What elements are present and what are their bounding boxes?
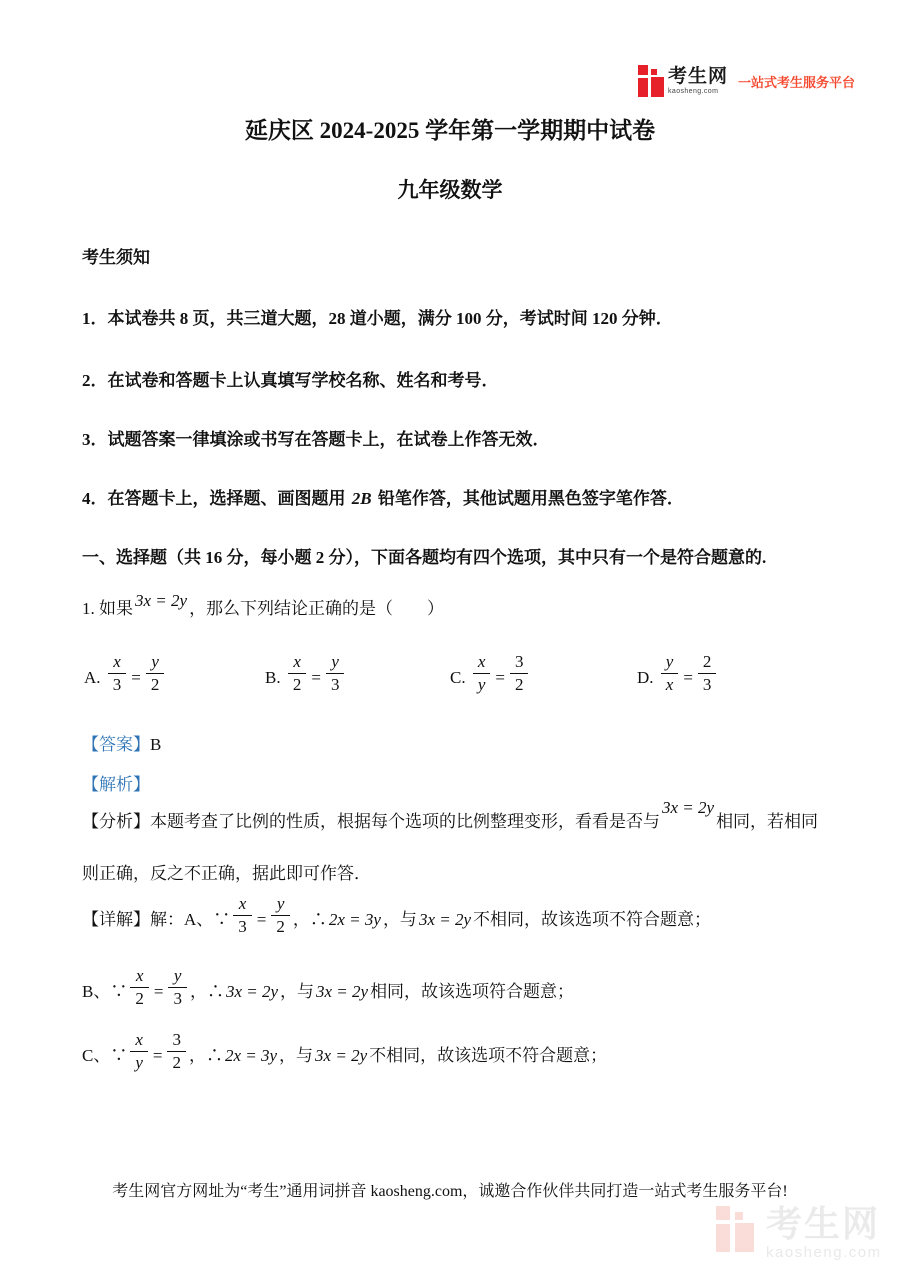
detail-c-math-1: 2x = 3y: [224, 1045, 278, 1065]
notice-item-4-post: 铅笔作答，其他试题用黑色签字笔作答．: [373, 489, 684, 508]
question-1-number: 1.: [82, 599, 95, 618]
watermark-name: 考生网: [766, 1203, 881, 1244]
question-1-math: 3x = 2y: [135, 591, 188, 610]
therefore-symbol: ∴: [205, 1045, 223, 1065]
because-symbol: ∵: [213, 909, 231, 929]
option-b-fraction-2: $\frac{y}{3}$: [326, 652, 345, 694]
detail-c-math-2: 3x = 2y: [315, 1045, 368, 1065]
exam-subtitle: 九年级数学: [397, 178, 503, 202]
option-c-fraction-2: $\frac{3}{2}$: [510, 652, 529, 694]
option-c-label: C.: [450, 668, 466, 687]
therefore-symbol: ∴: [309, 909, 327, 929]
notice-item-3: 3．试题答案一律填涂或书写在答题卡上，在试卷上作答无效．: [82, 430, 550, 449]
section-heading: 一、选择题（共 16 分，每小题 2 分），下面各题均有四个选项，其中只有一个是符合题意的.: [82, 548, 767, 567]
question-1-options: [82, 646, 840, 710]
watermark-text: [766, 1203, 882, 1261]
option-a-fraction-1: $\frac{x}{3}$: [108, 652, 127, 694]
question-1-post: ，那么下列结论正确的是（ ）: [189, 599, 445, 618]
notice-item-4-math: 2B: [351, 489, 372, 508]
analysis-tag: 【分析】: [82, 812, 150, 831]
notice-item-4-pre: 4．在答题卡上，选择题、画图题用: [82, 489, 350, 508]
explanation-line: [82, 770, 824, 795]
explanation-tag: 【解析】: [82, 775, 150, 794]
detail-b-fraction-2: $\frac{y}{3}$: [168, 966, 187, 1008]
option-d-label: D.: [637, 668, 654, 687]
detail-a-math-1: 2x = 3y: [328, 909, 381, 929]
therefore-symbol: ∴: [206, 981, 224, 1001]
option-a-label: A.: [84, 668, 101, 687]
option-a-fraction-2: $\frac{y}{2}$: [146, 652, 165, 694]
answer-tag: 【答案】: [82, 735, 150, 754]
detail-tag: 【详解】: [82, 909, 150, 929]
notice-item-1: 1．本试卷共 8 页，共三道大题，28 道小题，满分 100 分，考试时间 120 分钟．: [82, 309, 673, 328]
option-d-fraction-2: $\frac{2}{3}$: [698, 652, 717, 694]
logo-text: [668, 67, 728, 95]
detail-line-a: 【详解】解：A、∵ $\frac{x}{3}$ = $\frac{y}{2}$ ，∴ 2x = 3y ，与 3x = 2y 不相同，故该选项不符合题意；: [82, 894, 711, 936]
analysis-math: 3x = 2y: [662, 798, 715, 817]
watermark-domain: kaosheng.com: [766, 1244, 882, 1261]
kaosheng-watermark-icon: [716, 1206, 754, 1252]
option-c: C. $\frac{x}{y}$ = $\frac{3}{2}$: [450, 646, 531, 710]
option-b-label: B.: [265, 668, 281, 687]
notice-item-2: 2．在试卷和答题卡上认真填写学校名称、姓名和考号．: [82, 371, 499, 390]
option-a: A. $\frac{x}{3}$ = $\frac{y}{2}$: [84, 646, 167, 710]
detail-b-math-2: 3x = 2y: [316, 981, 369, 1001]
footer-text: 考生网官方网址为“考生”通用词拼音 kaosheng.com，诚邀合作伙伴共同打造一站式考生服务平台!: [112, 1183, 788, 1200]
kaosheng-logo: [638, 62, 855, 100]
detail-a-math-2: 3x = 2y: [418, 909, 471, 929]
detail-b-math-1: 3x = 2y: [225, 981, 278, 1001]
kaosheng-logo-icon: [638, 65, 664, 97]
notice-item-4: [82, 484, 824, 509]
question-1: [82, 591, 824, 619]
detail-line-b: B、∵ $\frac{x}{2}$ = $\frac{y}{3}$ ，∴ 3x = 2y ，与 3x = 2y 相同，故该选项符合题意；: [82, 966, 575, 1008]
option-c-fraction-1: $\frac{x}{y}$: [473, 652, 491, 694]
detail-line-c: C、∵ $\frac{x}{y}$ = $\frac{3}{2}$ ，∴ 2x = 3y ，与 3x = 2y 不相同，故该选项不符合题意；: [82, 1030, 608, 1072]
logo-name: 考生网: [668, 66, 729, 87]
detail-b-fraction-1: $\frac{x}{2}$: [130, 966, 149, 1008]
notice-heading: 考生须知: [82, 248, 150, 267]
because-symbol: ∵: [110, 981, 128, 1001]
detail-a-fraction-1: $\frac{x}{3}$: [233, 894, 252, 936]
option-d-fraction-1: $\frac{y}{x}$: [661, 652, 679, 694]
answer-value: B: [150, 735, 162, 754]
question-1-pre: 如果: [99, 599, 133, 618]
detail-a-fraction-2: $\frac{y}{2}$: [271, 894, 290, 936]
option-d: D. $\frac{y}{x}$ = $\frac{2}{3}$: [637, 646, 719, 710]
analysis-text-after: 相同，若相同则正确，反之不正确，据此即可作答．: [82, 812, 819, 883]
logo-domain: kaosheng.com: [668, 88, 719, 95]
analysis-paragraph: [82, 796, 824, 900]
logo-tagline: 一站式考生服务平台: [738, 74, 856, 90]
analysis-text-before: 本题考查了比例的性质，根据每个选项的比例整理变形，看看是否与: [150, 812, 660, 831]
answer-line: [82, 730, 824, 755]
option-b-fraction-1: $\frac{x}{2}$: [288, 652, 307, 694]
detail-c-fraction-1: $\frac{x}{y}$: [130, 1030, 148, 1072]
detail-c-fraction-2: $\frac{3}{2}$: [167, 1030, 186, 1072]
exam-title: 延庆区 2024-2025 学年第一学期期中试卷: [244, 118, 656, 143]
kaosheng-watermark: [716, 1203, 882, 1261]
option-b: B. $\frac{x}{2}$ = $\frac{y}{3}$: [265, 646, 347, 710]
because-symbol: ∵: [110, 1045, 128, 1065]
